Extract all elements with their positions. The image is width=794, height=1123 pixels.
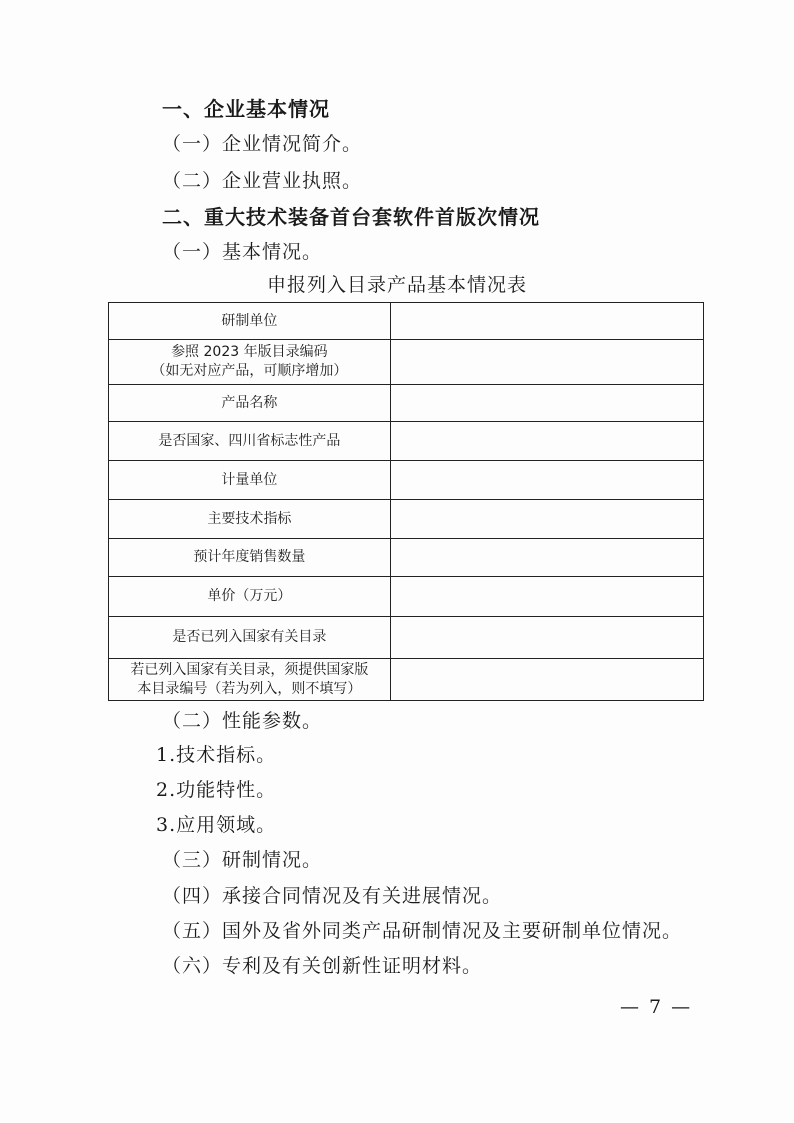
section-2-item-4: （四）承接合同情况及有关进展情况。 bbox=[162, 885, 503, 907]
row-label: 研制单位 bbox=[109, 303, 391, 340]
sub-item-1: 1.技术指标。 bbox=[156, 744, 277, 766]
row-label: 是否已列入国家有关目录 bbox=[109, 617, 391, 659]
table-row bbox=[109, 385, 704, 422]
row-label-line-2: 本目录编号（若为列入，则不填写） bbox=[137, 680, 362, 697]
table-title: 申报列入目录产品基本情况表 bbox=[266, 274, 527, 296]
section-1-item-2: （二）企业营业执照。 bbox=[162, 170, 363, 192]
row-label: 是否国家、四川省标志性产品 bbox=[109, 422, 391, 461]
page-number: — 7 — bbox=[620, 996, 693, 1018]
row-label bbox=[109, 340, 391, 385]
table-row bbox=[109, 617, 704, 659]
section-2-item-2: （二）性能参数。 bbox=[162, 710, 323, 732]
table-row bbox=[109, 577, 704, 617]
row-label bbox=[109, 659, 391, 701]
section-1-item-1: （一）企业情况简介。 bbox=[162, 133, 363, 155]
table-row bbox=[109, 659, 704, 701]
row-value bbox=[390, 303, 703, 340]
row-value bbox=[390, 577, 703, 617]
row-label: 产品名称 bbox=[109, 385, 391, 422]
section-1-heading: 一、企业基本情况 bbox=[162, 97, 330, 121]
row-value bbox=[390, 422, 703, 461]
row-label-line-1: 若已列入国家有关目录，须提供国家版 bbox=[130, 661, 369, 678]
section-2-item-5: （五）国外及省外同类产品研制情况及主要研制单位情况。 bbox=[162, 920, 683, 942]
table-row bbox=[109, 539, 704, 577]
table-row bbox=[109, 340, 704, 385]
row-label: 主要技术指标 bbox=[109, 500, 391, 539]
row-value bbox=[390, 385, 703, 422]
row-value bbox=[390, 461, 703, 500]
row-value bbox=[390, 500, 703, 539]
section-2-heading: 二、重大技术装备首台套软件首版次情况 bbox=[162, 205, 540, 229]
row-value bbox=[390, 659, 703, 701]
product-info-table bbox=[108, 302, 704, 701]
row-label: 单价（万元） bbox=[109, 577, 391, 617]
row-label: 预计年度销售数量 bbox=[109, 539, 391, 577]
table-row bbox=[109, 461, 704, 500]
row-label-line-1: 参照 2023 年版目录编码 bbox=[171, 344, 328, 360]
table-row bbox=[109, 500, 704, 539]
section-2-item-3: （三）研制情况。 bbox=[162, 849, 323, 871]
sub-item-3: 3.应用领域。 bbox=[156, 814, 277, 836]
section-2-item-6: （六）专利及有关创新性证明材料。 bbox=[162, 955, 483, 977]
table-row bbox=[109, 303, 704, 340]
row-value bbox=[390, 617, 703, 659]
table-row bbox=[109, 422, 704, 461]
row-value bbox=[390, 340, 703, 385]
section-2-item-1: （一）基本情况。 bbox=[162, 241, 323, 263]
sub-item-2: 2.功能特性。 bbox=[156, 779, 277, 801]
row-label-line-2: （如无对应产品，可顺序增加） bbox=[151, 363, 348, 379]
row-label: 计量单位 bbox=[109, 461, 391, 500]
row-value bbox=[390, 539, 703, 577]
